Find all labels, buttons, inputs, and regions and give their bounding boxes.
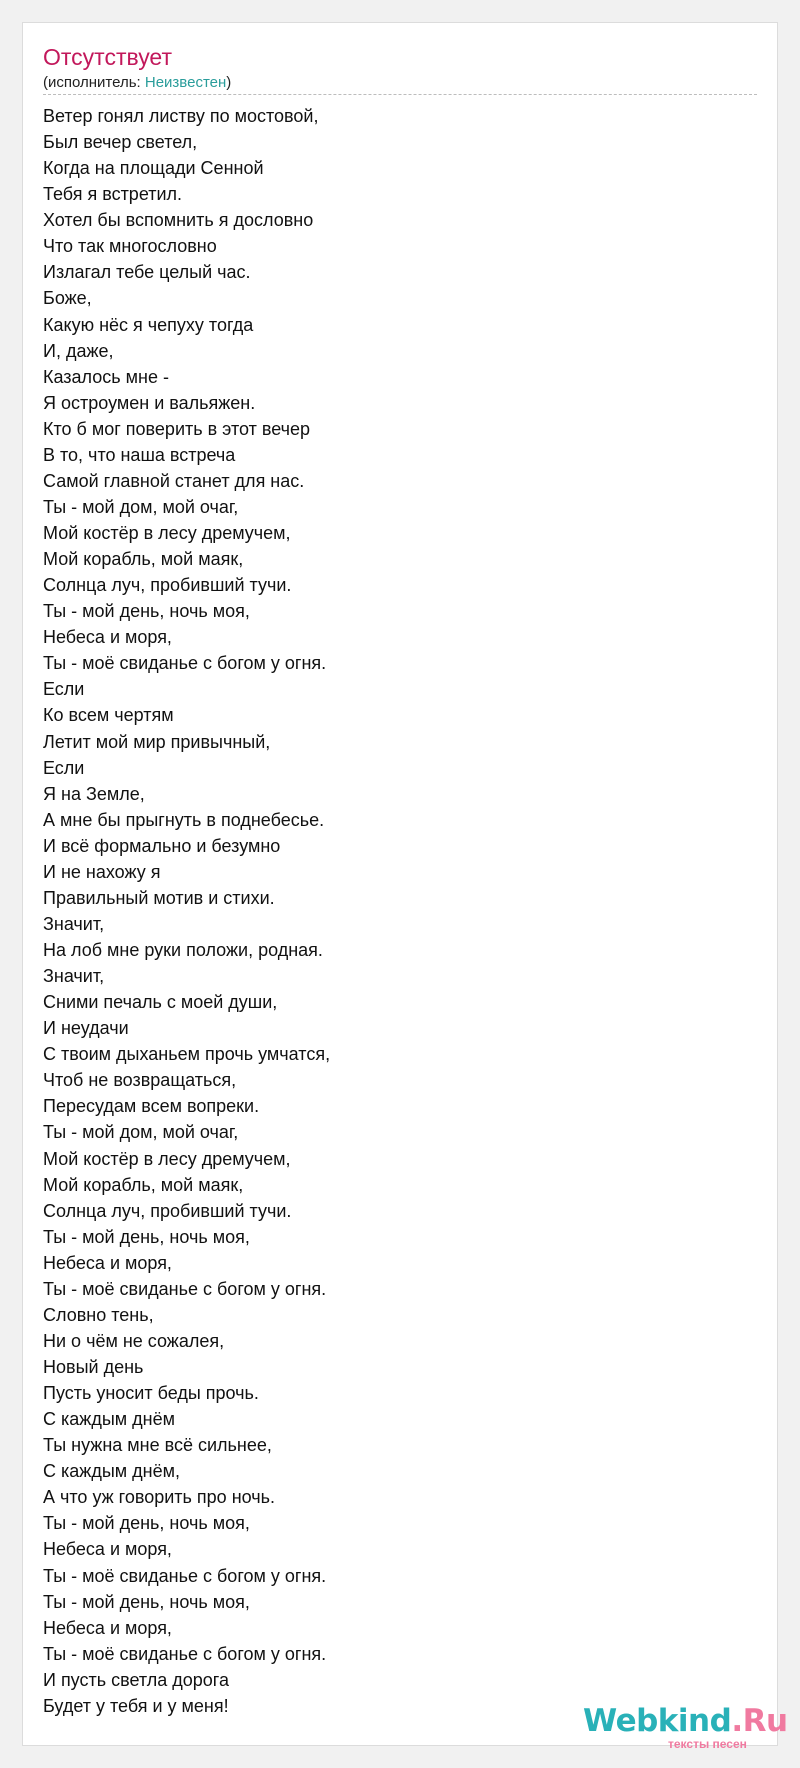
lyric-line: Хотел бы вспомнить я дословно bbox=[43, 210, 314, 231]
lyric-line: Я остроумен и вальяжен. bbox=[43, 392, 256, 413]
lyric-line: Значит, bbox=[43, 966, 105, 987]
lyric-line: И, даже, bbox=[43, 340, 114, 361]
lyric-line: Сними печаль с моей души, bbox=[43, 992, 278, 1013]
lyric-line: Ты - мой дом, мой очаг, bbox=[43, 1122, 239, 1143]
lyric-line: Ты - моё свиданье с богом у огня. bbox=[43, 653, 327, 674]
lyric-line: Ты - моё свиданье с богом у огня. bbox=[43, 1278, 327, 1299]
lyric-line: Ко всем чертям bbox=[43, 705, 174, 726]
lyric-line: Новый день bbox=[43, 1357, 144, 1377]
logo-tld: .Ru bbox=[731, 1703, 788, 1739]
lyric-line: Ты - мой день, ночь моя, bbox=[43, 1226, 250, 1247]
lyrics-card bbox=[22, 22, 788, 1751]
lyric-line: На лоб мне руки положи, родная. bbox=[43, 940, 323, 960]
logo-webkind: Webkind bbox=[583, 1703, 732, 1739]
lyric-line: Небеса и моря, bbox=[43, 1617, 172, 1638]
lyric-line: Ты - моё свиданье с богом у огня. bbox=[43, 1565, 327, 1586]
lyric-line: С твоим дыханьем прочь умчатся, bbox=[43, 1044, 331, 1065]
lyric-line: Был вечер светел, bbox=[43, 132, 198, 153]
lyric-line: Какую нёс я чепуху тогда bbox=[43, 314, 254, 335]
lyric-line: Тебя я встретил. bbox=[43, 184, 183, 205]
lyric-line: С каждым днём, bbox=[43, 1461, 180, 1482]
lyric-line: Казалось мне - bbox=[43, 366, 169, 387]
logo-tagline: тексты песен bbox=[668, 1737, 747, 1751]
lyric-line: Правильный мотив и стихи. bbox=[43, 887, 275, 908]
lyric-line: В то, что наша встреча bbox=[43, 444, 236, 465]
lyric-line: Значит, bbox=[43, 913, 105, 934]
lyric-line: Пусть уносит беды прочь. bbox=[43, 1383, 259, 1404]
lyric-line: А мне бы прыгнуть в поднебесье. bbox=[43, 809, 325, 830]
lyric-line: Солнца луч, пробивший тучи. bbox=[43, 1200, 292, 1221]
lyric-line: Небеса и моря, bbox=[43, 1539, 172, 1560]
lyric-line: Мой корабль, мой маяк, bbox=[43, 549, 244, 570]
artist-link[interactable]: Неизвестен bbox=[144, 74, 227, 91]
logo-wordmark bbox=[583, 1703, 788, 1739]
lyric-line: Что так многословно bbox=[43, 236, 217, 257]
lyric-line: Небеса и моря, bbox=[43, 627, 172, 648]
lyric-line: И всё формально и безумно bbox=[43, 835, 281, 856]
artist-suffix: ) bbox=[226, 74, 232, 91]
lyric-line: Самой главной станет для нас. bbox=[43, 470, 305, 491]
lyric-line: И не нахожу я bbox=[43, 861, 161, 882]
lyric-line: Кто б мог поверить в этот вечер bbox=[43, 418, 311, 439]
title-divider bbox=[43, 94, 757, 95]
lyric-line: И пусть светла дорога bbox=[43, 1669, 229, 1690]
lyric-line: Ты - мой дом, мой очаг, bbox=[43, 496, 239, 517]
lyric-line: Солнца луч, пробивший тучи. bbox=[43, 575, 292, 596]
lyric-line: Летит мой мир привычный, bbox=[43, 731, 271, 752]
lyrics-text bbox=[43, 103, 743, 1719]
song-title: Отсутствует bbox=[43, 44, 172, 70]
lyric-line: Мой корабль, мой маяк, bbox=[43, 1174, 244, 1195]
lyric-line: Ты - мой день, ночь моя, bbox=[43, 601, 250, 622]
lyric-line: Когда на площади Сенной bbox=[43, 158, 264, 179]
lyric-line: Ветер гонял листву по мостовой, bbox=[43, 106, 319, 126]
lyric-line: Пересудам всем вопреки. bbox=[43, 1096, 260, 1117]
artist-prefix: (исполнитель: bbox=[43, 74, 145, 91]
lyric-line: Небеса и моря, bbox=[43, 1252, 172, 1273]
lyric-line: Мой костёр в лесу дремучем, bbox=[43, 1148, 291, 1169]
lyric-line: Ты - мой день, ночь моя, bbox=[43, 1591, 250, 1612]
lyric-line: Излагал тебе целый час. bbox=[43, 262, 251, 283]
lyric-line: Чтоб не возвращаться, bbox=[43, 1070, 237, 1091]
lyric-line: Будет у тебя и у меня! bbox=[43, 1695, 229, 1716]
lyric-line: Словно тень, bbox=[43, 1304, 154, 1325]
artist-line bbox=[43, 73, 231, 93]
lyric-line: Если bbox=[43, 679, 85, 700]
lyric-line: Боже, bbox=[43, 288, 92, 309]
lyric-line: И неудачи bbox=[43, 1018, 129, 1039]
lyric-line: Ты - моё свиданье с богом у огня. bbox=[43, 1643, 327, 1664]
lyric-line: Я на Земле, bbox=[43, 783, 145, 804]
lyric-line: Ты - мой день, ночь моя, bbox=[43, 1513, 250, 1534]
site-logo[interactable] bbox=[583, 1703, 793, 1753]
lyric-line: Если bbox=[43, 757, 85, 778]
lyric-line: Ты нужна мне всё сильнее, bbox=[43, 1435, 272, 1456]
lyric-line: А что уж говорить про ночь. bbox=[43, 1487, 276, 1508]
lyric-line: С каждым днём bbox=[43, 1409, 175, 1430]
lyric-line: Ни о чём не сожалея, bbox=[43, 1330, 225, 1351]
lyric-line: Мой костёр в лесу дремучем, bbox=[43, 523, 291, 543]
